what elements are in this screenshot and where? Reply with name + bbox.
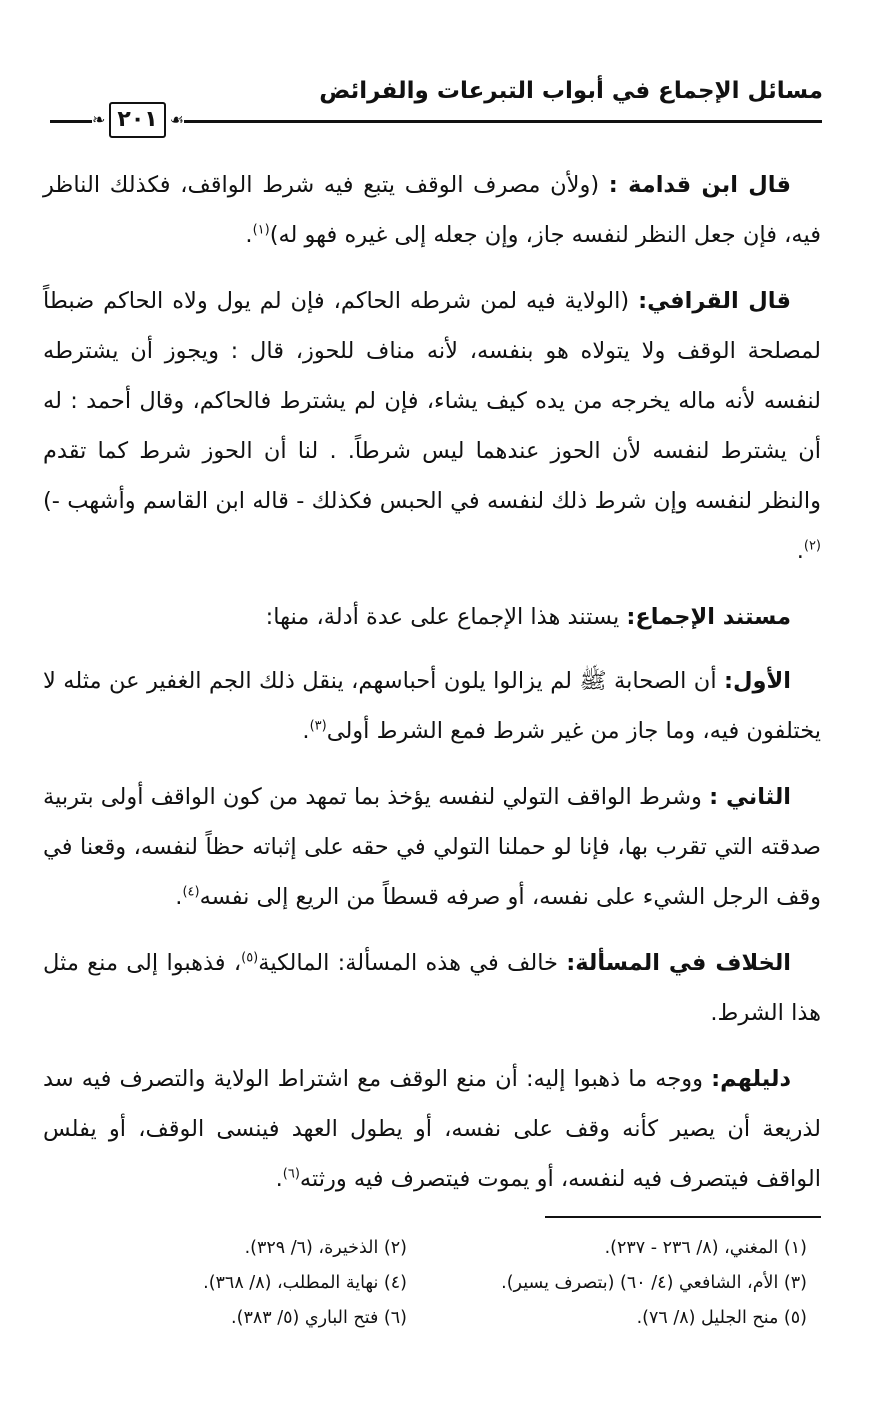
footnote-ref: (٤)	[182, 884, 200, 900]
paragraph-tail: .	[302, 718, 310, 744]
body-text	[43, 160, 821, 1220]
paragraph-text: أن الصحابة ﷺ لم يزالوا يلون أحباسهم، ينقل ذلك الجم الغفير عن مثله لا يختلفون فيه، وما جاز من غير شرط فمع الشرط أولى	[43, 668, 821, 744]
paragraph-label: الأول:	[724, 668, 791, 694]
footnotes	[47, 1232, 807, 1335]
paragraph-tail: .	[275, 1166, 283, 1192]
paragraph-label: قال القرافي:	[638, 288, 791, 314]
paragraph-text: وشرط الواقف التولي لنفسه يؤخذ بما تمهد من كون الواقف أولى بتربية صدقته التي تقرب بها، فإنا لو حملنا التولي في حقه على إثباته حظاً لنفسه، وقعنا في وقف الرجل الشيء على نفسه، أو صرفه قسطاً من الريع إلى نفسه	[43, 784, 821, 910]
footnote-ref: (٥)	[241, 950, 259, 966]
paragraph-tail: ، فذهبوا إلى منع مثل هذا الشرط.	[43, 950, 821, 1026]
paragraph-label: قال ابن قدامة :	[608, 172, 791, 198]
paragraph-label: مستند الإجماع:	[626, 604, 791, 630]
paragraph-tail: .	[796, 538, 804, 564]
page-number: ٢٠١	[109, 102, 165, 138]
paragraph-text: (ولأن مصرف الوقف يتبع فيه شرط الواقف، فكذلك الناظر فيه، فإن جعل النظر لنفسه جاز، وإن جعله إلى غيره فهو له)	[43, 172, 821, 248]
paragraph-evidence	[43, 1054, 821, 1204]
paragraph-tail: .	[245, 222, 253, 248]
paragraph-ibn-qudama	[43, 160, 821, 260]
paragraph-text: ووجه ما ذهبوا إليه: أن منع الوقف مع اشتراط الولاية والتصرف فيه سد لذريعة أن يصير كأنه وقف على نفسه، أو يطول العهد فينسى الوقف، أو يفلس الواقف فيتصرف فيه لنفسه، أو يموت فيتصرف فيه ورثته	[43, 1066, 821, 1192]
paragraph-tail: .	[175, 884, 183, 910]
footnote-3: (٣) الأم، الشافعي (٤/ ٦٠) (بتصرف يسير).	[501, 1273, 807, 1293]
footnote-4: (٤) نهاية المطلب، (٨/ ٣٦٨).	[203, 1273, 407, 1293]
page-number-frame	[92, 100, 184, 140]
paragraph-text: (الولاية فيه لمن شرطه الحاكم، فإن لم يول ولاه الحاكم ضبطاً لمصلحة الوقف ولا يتولاه هو بنفسه، لأنه مناف للحوز، قال : ويجوز أن يشترطه لنفسه لأنه ماله يخرجه من يده كيف يشاء، فإن لم يشترط فالحاكم، وقال أحمد : له أن يشترط لنفسه لأن الحوز عندهما ليس شرطاً. . لنا أن الحوز شرط كما تقدم والنظر لنفسه وإن شرط ذلك لنفسه في الحبس فكذلك - قاله ابن القاسم وأشهب -)	[43, 288, 821, 514]
footnote-ref: (٦)	[282, 1166, 300, 1182]
paragraph-dispute	[43, 938, 821, 1038]
footnote-5: (٥) منح الجليل (٨/ ٧٦).	[636, 1308, 807, 1328]
paragraph-first	[43, 656, 821, 756]
paragraph-basis	[43, 592, 821, 642]
paragraph-label: الخلاف في المسألة:	[566, 950, 791, 976]
ornament-right-icon: ☙	[169, 110, 185, 129]
running-title: مسائل الإجماع في أبواب التبرعات والفرائض	[319, 78, 823, 104]
paragraph-text: يستند هذا الإجماع على عدة أدلة، منها:	[265, 604, 627, 630]
ornament-left-icon: ❧	[91, 110, 106, 129]
footnote-rule	[545, 1216, 821, 1218]
footnote-6: (٦) فتح الباري (٥/ ٣٨٣).	[231, 1308, 407, 1328]
footnote-ref: (٢)	[803, 538, 821, 554]
paragraph-text: خالف في هذه المسألة: المالكية	[258, 950, 567, 976]
paragraph-second	[43, 772, 821, 922]
paragraph-label: دليلهم:	[711, 1066, 791, 1092]
paragraph-qarafi	[43, 276, 821, 576]
paragraph-label: الثاني :	[709, 784, 792, 810]
footnote-2: (٢) الذخيرة، (٦/ ٣٢٩).	[244, 1238, 407, 1258]
footnote-ref: (٣)	[309, 718, 327, 734]
footnote-1: (١) المغني، (٨/ ٢٣٦ - ٢٣٧).	[604, 1238, 807, 1258]
footnote-ref: (١)	[252, 222, 270, 238]
